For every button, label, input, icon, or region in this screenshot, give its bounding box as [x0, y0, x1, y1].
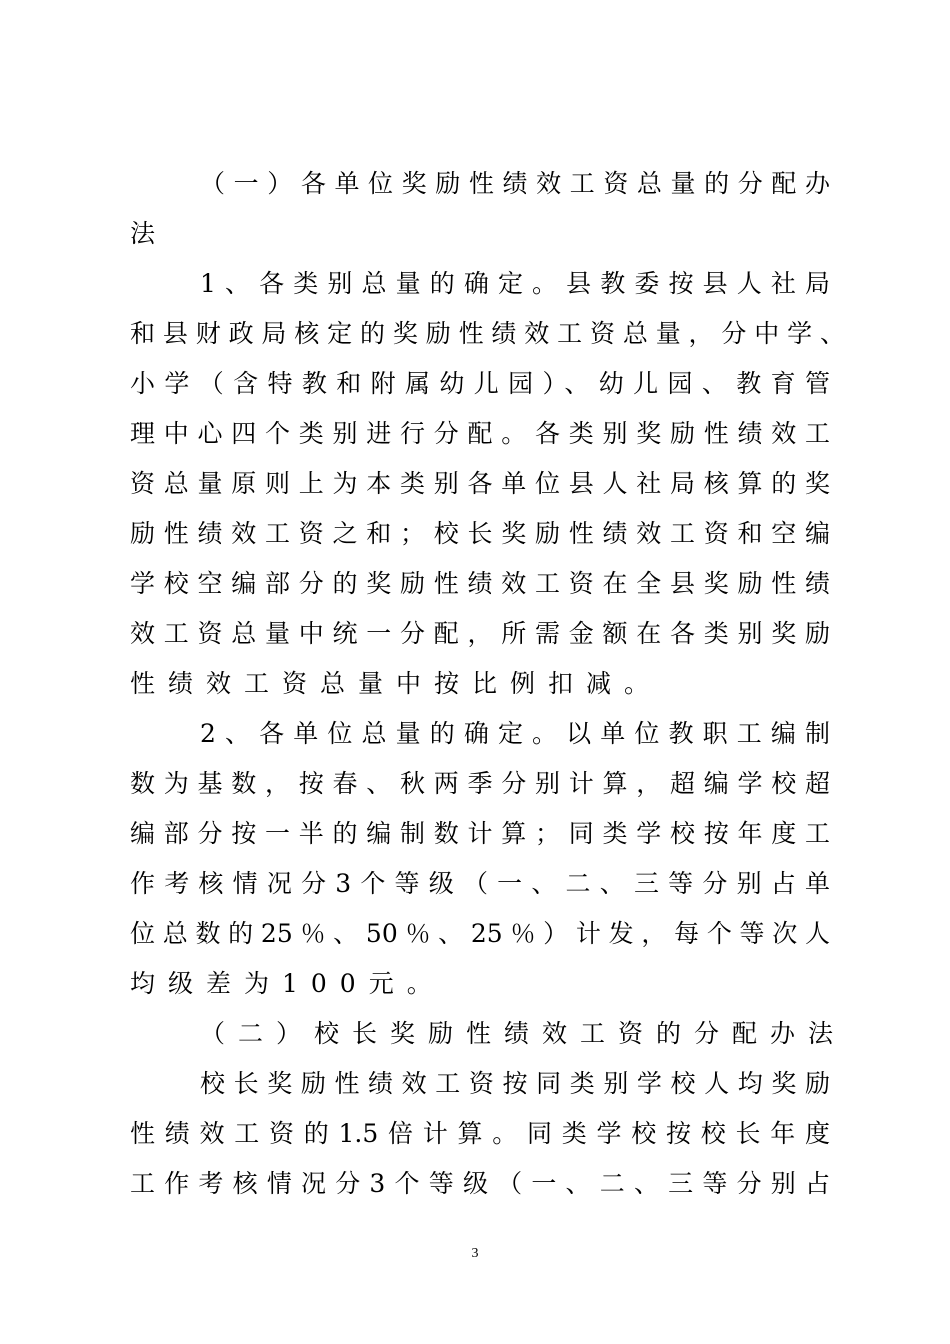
- paragraph-1-line-9: 性绩效工资总量中按比例扣减。: [130, 669, 663, 698]
- paragraph-1-line-5: 资总量原则上为本类别各单位县人社局核算的奖: [130, 469, 830, 498]
- paragraph-1-line-6: 励性绩效工资之和；校长奖励性绩效工资和空编: [130, 519, 830, 548]
- paragraph-1-line-8: 效工资总量中统一分配，所需金额在各类别奖励: [130, 619, 830, 648]
- section-heading-1-line-2: 法: [130, 219, 169, 248]
- paragraph-1-line-2: 和县财政局核定的奖励性绩效工资总量，分中学、: [130, 319, 845, 348]
- section-heading-2: （二）校长奖励性绩效工资的分配办法: [200, 1019, 847, 1048]
- paragraph-2-line-6: 均级差为100元。: [130, 969, 445, 998]
- paragraph-3-line-1: 校长奖励性绩效工资按同类别学校人均奖励: [200, 1069, 830, 1098]
- paragraph-1-line-4: 理中心四个类别进行分配。各类别奖励性绩效工: [130, 419, 830, 448]
- paragraph-2-line-1: 2、各单位总量的确定。以单位教职工编制: [200, 719, 830, 748]
- paragraph-2-line-2: 数为基数，按春、秋两季分别计算，超编学校超: [130, 769, 830, 798]
- paragraph-2-line-4: 作考核情况分3个等级（一、二、三等分别占单: [130, 869, 830, 898]
- paragraph-3-line-2: 性绩效工资的1.5倍计算。同类学校按校长年度: [130, 1119, 830, 1148]
- paragraph-1-line-1: 1、各类别总量的确定。县教委按县人社局: [200, 269, 830, 298]
- paragraph-2-line-5: 位总数的25％、50％、25％）计发，每个等次人: [130, 919, 830, 948]
- paragraph-2-line-3: 编部分按一半的编制数计算；同类学校按年度工: [130, 819, 830, 848]
- paragraph-1-line-7: 学校空编部分的奖励性绩效工资在全县奖励性绩: [130, 569, 830, 598]
- page-number: 3: [471, 1246, 479, 1261]
- paragraph-3-line-3: 工作考核情况分3个等级（一、二、三等分别占: [130, 1169, 830, 1198]
- paragraph-1-line-3: 小学（含特教和附属幼儿园）、幼儿园、教育管: [130, 369, 830, 398]
- section-heading-1-line-1: （一）各单位奖励性绩效工资总量的分配办: [200, 169, 830, 198]
